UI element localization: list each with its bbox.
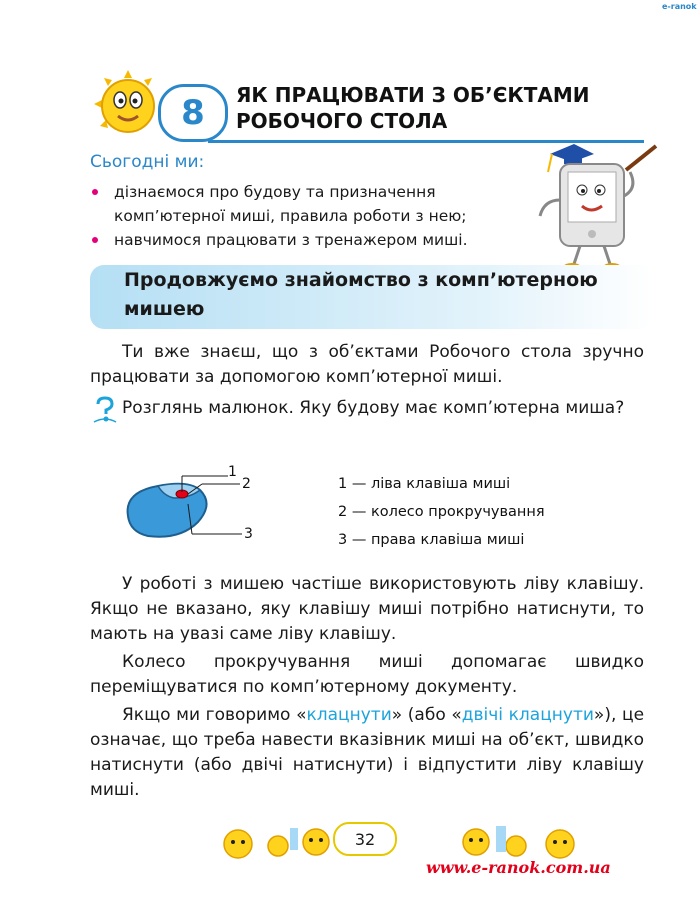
- paragraph-left-button: У роботі з мишею частіше використовують ліву клавішу. Якщо не вказано, яку клавішу миші потрібно натиснути, то мають на увазі саме ліву клавішу.: [90, 574, 644, 644]
- question-task-icon: [92, 396, 118, 424]
- section-title-line2: мишею: [124, 298, 205, 320]
- term-click: клацнути: [306, 705, 392, 725]
- publisher-url[interactable]: www.e-ranok.com.ua: [426, 858, 611, 877]
- text-span: » (або «: [391, 705, 462, 725]
- goal-text: навчимося працювати з тренажером миші.: [114, 231, 468, 249]
- callout-3: 3: [244, 526, 253, 542]
- lesson-title-line2: РОБОЧОГО СТОЛА: [236, 109, 448, 133]
- page-number: 32: [333, 822, 397, 856]
- section-title: [124, 266, 644, 324]
- goal-item: [90, 228, 520, 252]
- goal-item: [90, 180, 520, 228]
- mouse-legend: [338, 470, 545, 554]
- legend-item: 2 — колесо прокручування: [338, 504, 545, 520]
- lesson-number-badge: 8: [158, 84, 228, 142]
- goal-text: дізнаємося про будову та призначення комп’ютерної миші, правила роботи з нею;: [114, 183, 467, 225]
- section-title-line1: Продовжуємо знайомство з комп’ютерною: [124, 269, 598, 291]
- legend-item: 3 — права клавіша миші: [338, 532, 525, 548]
- text-span: Якщо ми говоримо «: [122, 705, 307, 725]
- paragraph-click: [90, 703, 644, 803]
- goals-list: [90, 180, 520, 252]
- callout-2: 2: [242, 476, 251, 492]
- paragraph-scroll-wheel: Колесо прокручування миші допомагає швидко переміщуватися по комп’ютерному документу.: [90, 652, 644, 697]
- lesson-title: [236, 82, 656, 134]
- mascot-smiley-icon: [92, 68, 164, 140]
- tablet-teacher-icon: [530, 140, 660, 270]
- term-double-click: двічі клацнути: [461, 705, 594, 725]
- bullet-dot-icon: [92, 237, 98, 243]
- lesson-title-line1: ЯК ПРАЦЮВАТИ З ОБ’ЄКТАМИ: [236, 83, 590, 107]
- bullet-dot-icon: [92, 189, 98, 195]
- publisher-logo: e-ranok: [662, 2, 697, 11]
- legend-item: 1 — ліва клавіша миші: [338, 476, 511, 492]
- callout-1: 1: [228, 464, 237, 480]
- text-span: »), це означає, що треба навести вказівник миші на об’єкт, швидко натиснути (або двічі натиснути) і відпустити ліву клавішу миші.: [90, 705, 645, 800]
- today-heading: Сьогодні ми:: [90, 152, 205, 172]
- paragraph-question: Розглянь малюнок. Яку будову має комп’ютерна миша?: [122, 398, 625, 418]
- paragraph-intro: Ти вже знаєш, що з об’єктами Робочого стола зручно працювати за допомогою комп’ютерної миші.: [90, 342, 644, 387]
